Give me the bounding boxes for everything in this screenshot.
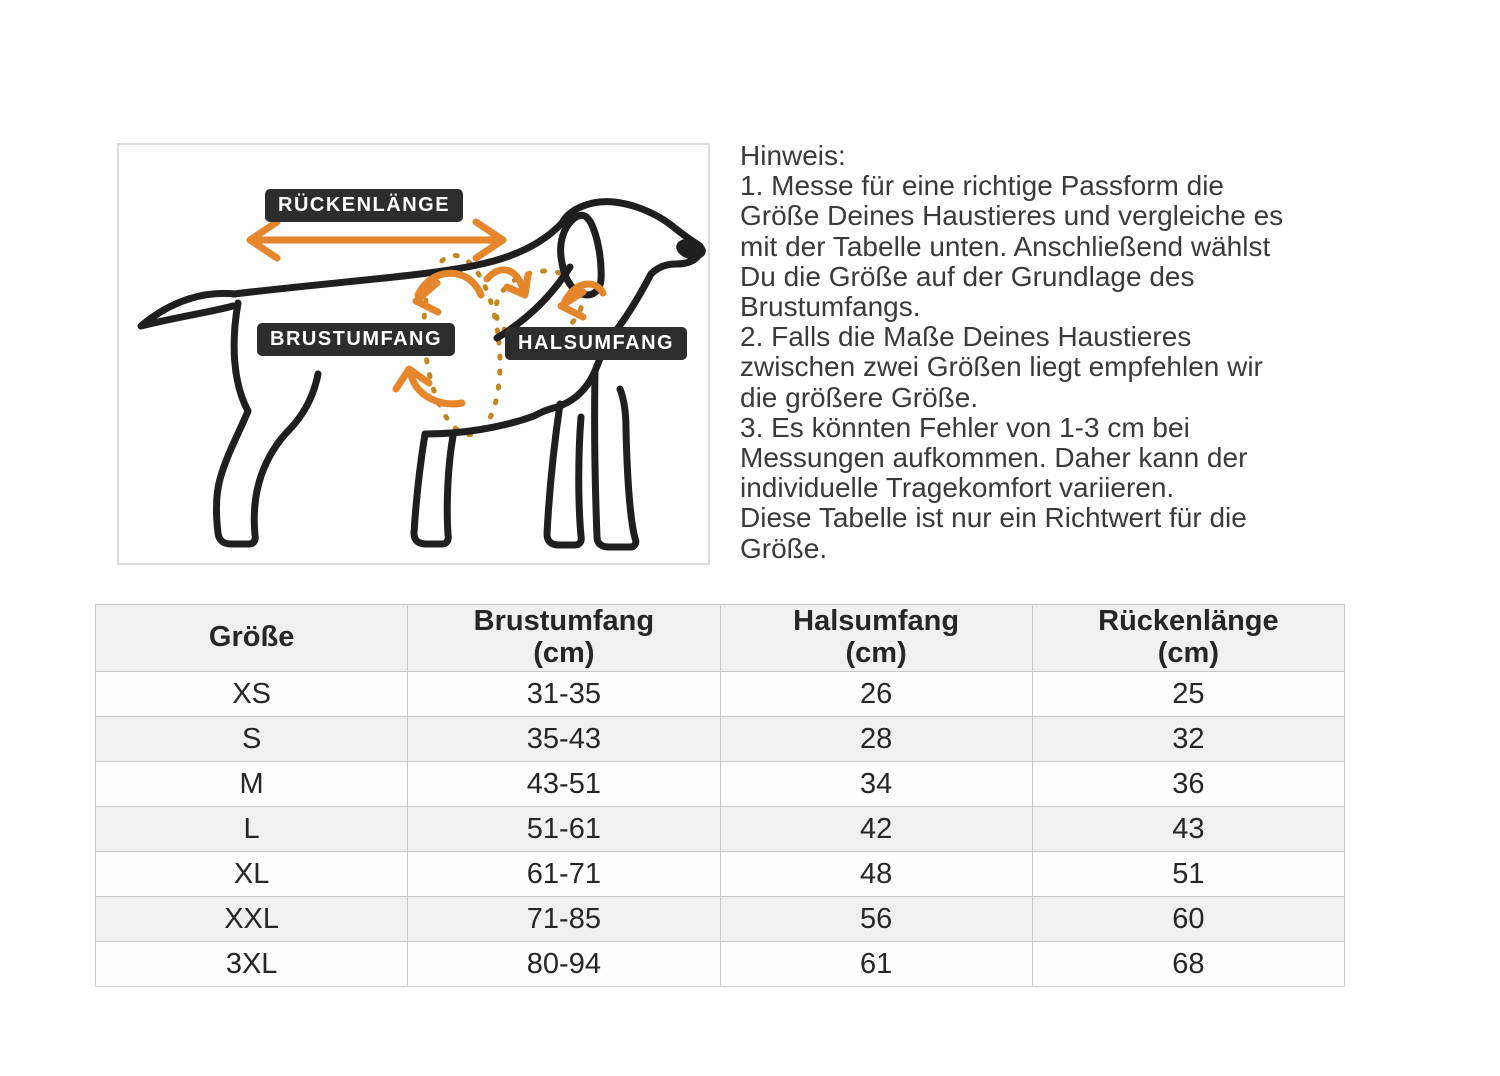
- cell-chest: 51-61: [408, 807, 720, 852]
- notes-heading: Hinweis:: [740, 140, 846, 171]
- cell-chest: 71-85: [408, 897, 720, 942]
- cell-chest: 31-35: [408, 672, 720, 717]
- cell-neck: 26: [720, 672, 1032, 717]
- notes-line: Brustumfangs.: [740, 291, 921, 323]
- dog-body-outline: [141, 202, 708, 547]
- column-header-label: Rückenlänge: [1098, 605, 1279, 638]
- table-header-row: [96, 605, 1345, 672]
- notes-line: Messungen aufkommen. Daher kann der: [740, 442, 1248, 474]
- notes-line: zwischen zwei Größen liegt empfehlen wir: [740, 351, 1263, 383]
- cell-back: 32: [1032, 717, 1344, 762]
- cell-back: 25: [1032, 672, 1344, 717]
- cell-size: S: [96, 717, 408, 762]
- chest-measure-arrow: [416, 273, 481, 312]
- cell-back: 51: [1032, 852, 1344, 897]
- table-row: [96, 672, 1345, 717]
- cell-neck: 48: [720, 852, 1032, 897]
- notes-line: Größe.: [740, 532, 828, 564]
- column-header-brustumfang: [408, 605, 720, 672]
- cell-chest: 35-43: [408, 717, 720, 762]
- cell-chest: 80-94: [408, 942, 720, 987]
- notes-line: Diese Tabelle ist nur ein Richtwert für die: [740, 502, 1247, 534]
- cell-back: 68: [1032, 942, 1344, 987]
- notes-line: Du die Größe auf der Grundlage des: [740, 260, 1195, 292]
- table-row: [96, 852, 1345, 897]
- cell-back: 60: [1032, 897, 1344, 942]
- cell-neck: 34: [720, 762, 1032, 807]
- cell-size: M: [96, 762, 408, 807]
- column-header-label: Halsumfang: [793, 605, 960, 638]
- cell-back: 36: [1032, 762, 1344, 807]
- cell-chest: 61-71: [408, 852, 720, 897]
- neck-girth-label: HALSUMFANG: [505, 327, 687, 360]
- notes-line: die größere Größe.: [740, 381, 979, 413]
- column-header-rueckenlaenge: [1032, 605, 1344, 672]
- column-header-unit: (cm): [845, 637, 907, 669]
- cell-chest: 43-51: [408, 762, 720, 807]
- column-header-label: Größe: [208, 621, 295, 654]
- withers-measure-arrow: [487, 270, 528, 295]
- column-header-halsumfang: [720, 605, 1032, 672]
- sizing-notes: [740, 141, 1420, 564]
- column-header-groesse: [96, 605, 408, 672]
- cell-size: L: [96, 807, 408, 852]
- back-length-arrow: [250, 222, 503, 258]
- size-table: [95, 604, 1345, 987]
- cell-size: 3XL: [96, 942, 408, 987]
- notes-line: individuelle Tragekomfort variieren.: [740, 472, 1175, 504]
- cell-neck: 42: [720, 807, 1032, 852]
- table-row: [96, 807, 1345, 852]
- table-row: [96, 897, 1345, 942]
- table-row: [96, 762, 1345, 807]
- back-length-label: RÜCKENLÄNGE: [265, 189, 463, 222]
- cell-size: XXL: [96, 897, 408, 942]
- cell-back: 43: [1032, 807, 1344, 852]
- cell-size: XL: [96, 852, 408, 897]
- notes-line: Größe Deines Haustieres und vergleiche es: [740, 200, 1284, 232]
- table-row: [96, 942, 1345, 987]
- cell-neck: 61: [720, 942, 1032, 987]
- chest-girth-label: BRUSTUMFANG: [257, 323, 455, 356]
- column-header-label: Brustumfang: [473, 605, 655, 638]
- table-row: [96, 717, 1345, 762]
- dog-measurement-diagram: [117, 143, 710, 565]
- cell-neck: 28: [720, 717, 1032, 762]
- notes-line: 1. Messe für eine richtige Passform die: [740, 170, 1224, 202]
- column-header-unit: (cm): [1157, 637, 1219, 669]
- cell-size: XS: [96, 672, 408, 717]
- cell-neck: 56: [720, 897, 1032, 942]
- notes-line: 3. Es könnten Fehler von 1-3 cm bei: [740, 411, 1190, 443]
- column-header-unit: (cm): [533, 637, 595, 669]
- notes-line: 2. Falls die Maße Deines Haustieres: [740, 321, 1192, 353]
- dog-nose: [674, 236, 708, 263]
- notes-line: mit der Tabelle unten. Anschließend wählst: [740, 230, 1271, 262]
- neck-measure-arrow: [561, 284, 603, 317]
